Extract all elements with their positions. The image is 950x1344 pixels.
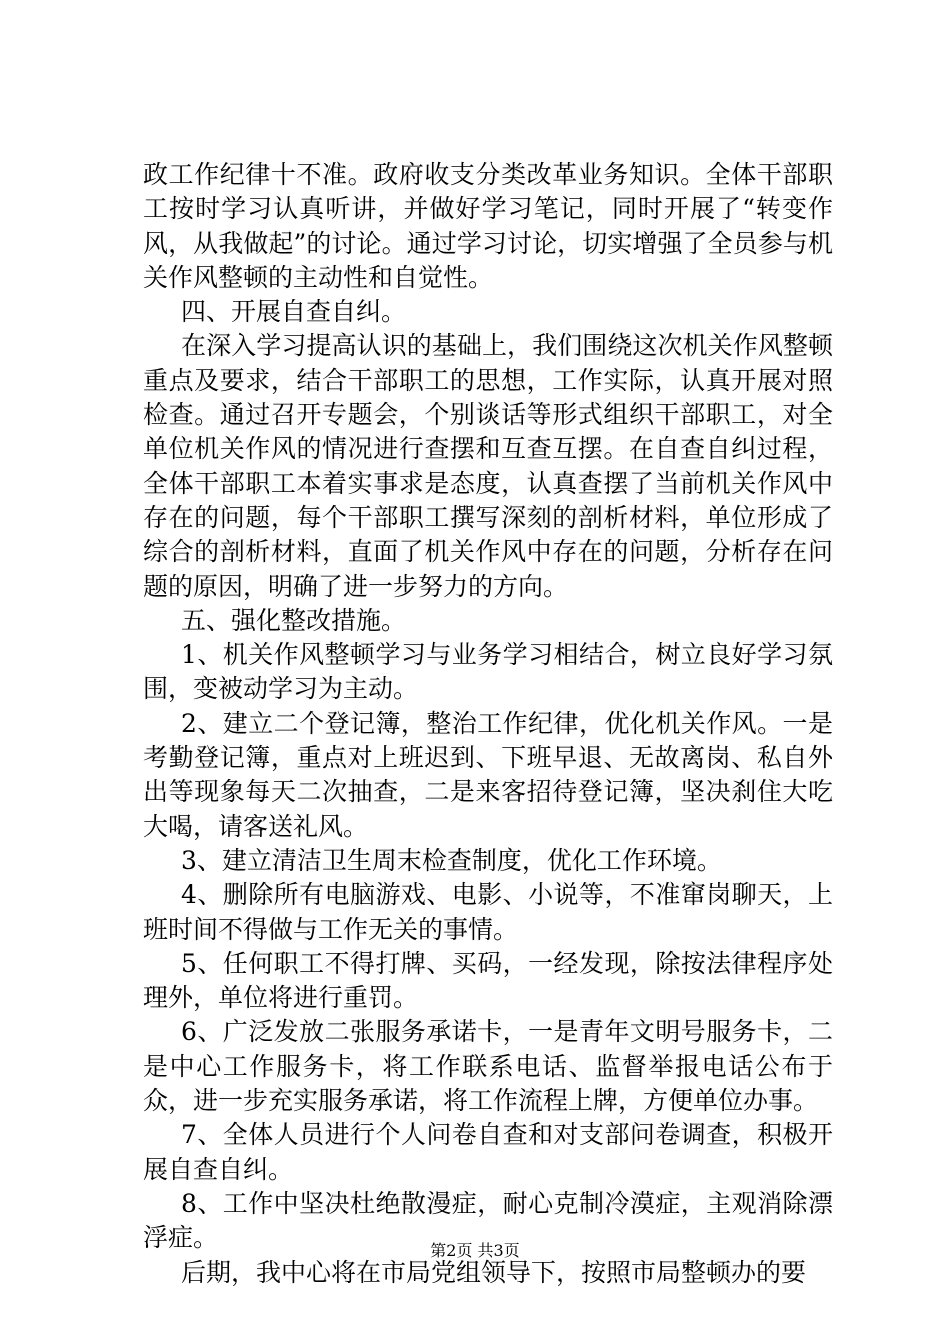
measure-item-7: 7、全体人员进行个人问卷自查和对支部问卷调查，积极开展自查自纠。 xyxy=(143,1120,833,1184)
measure-item-8: 8、工作中坚决杜绝散漫症，耐心克制冷漠症，主观消除漂浮症。 xyxy=(143,1188,833,1253)
measure-item-3: 3、建立清洁卫生周末检查制度，优化工作环境。 xyxy=(181,845,722,875)
paragraph-1: 政工作纪律十不准。政府收支分类改革业务知识。全体干部职工按时学习认真听讲，并做好学习笔记，同时开展了“转变作风，从我做起”的讨论。通过学习讨论，切实增强了全员参与机关作风整顿的主动性和自觉性。 xyxy=(143,160,833,292)
page-indicator: 第2页 共3页 xyxy=(430,1241,520,1260)
measure-item-6: 6、广泛发放二张服务承诺卡，一是青年文明号服务卡，二是中心工作服务卡，将工作联系电话、监督举报电话公布于众，进一步充实服务承诺，将工作流程上牌，方便单位办事。 xyxy=(143,1017,833,1116)
section-heading-5: 五、强化整改措施。 xyxy=(181,605,407,635)
measure-item-5: 5、任何职工不得打牌、买码，一经发现，除按法律程序处理外，单位将进行重罚。 xyxy=(143,948,833,1013)
closing-paragraph: 后期，我中心将在市局党组领导下，按照市局整顿办的要 xyxy=(181,1257,807,1287)
measure-item-1: 1、机关作风整顿学习与业务学习相结合，树立良好学习氛围，变被动学习为主动。 xyxy=(143,640,833,704)
section-heading-4: 四、开展自查自纠。 xyxy=(181,297,407,327)
paragraph-3: 在深入学习提高认识的基础上，我们围绕这次机关作风整顿重点及要求，结合干部职工的思想，工作实际，认真开展对照检查。通过召开专题会，个别谈话等形式组织干部职工，对全单位机关作风的情况进行查摆和互查互摆。在自查自纠过程，全体干部职工本着实事求是态度，认真查摆了当前机关作风中存在的问题，每个干部职工撰写深刻的剖析材料，单位形成了综合的剖析材料，直面了机关作风中存在的问题，分析存在问题的原因，明确了进一步努力的方向。 xyxy=(143,331,833,601)
page-footer xyxy=(0,1241,950,1261)
measure-item-4: 4、删除所有电脑游戏、电影、小说等，不准窜岗聊天，上班时间不得做与工作无关的事情。 xyxy=(143,880,833,944)
document-body xyxy=(143,158,833,1290)
measure-item-2: 2、建立二个登记簿，整治工作纪律，优化机关作风。一是考勤登记簿，重点对上班迟到、下班早退、无故离岗、私自外出等现象每天二次抽查，二是来客招待登记簿，坚决刹住大吃大喝，请客送礼风。 xyxy=(143,708,833,841)
